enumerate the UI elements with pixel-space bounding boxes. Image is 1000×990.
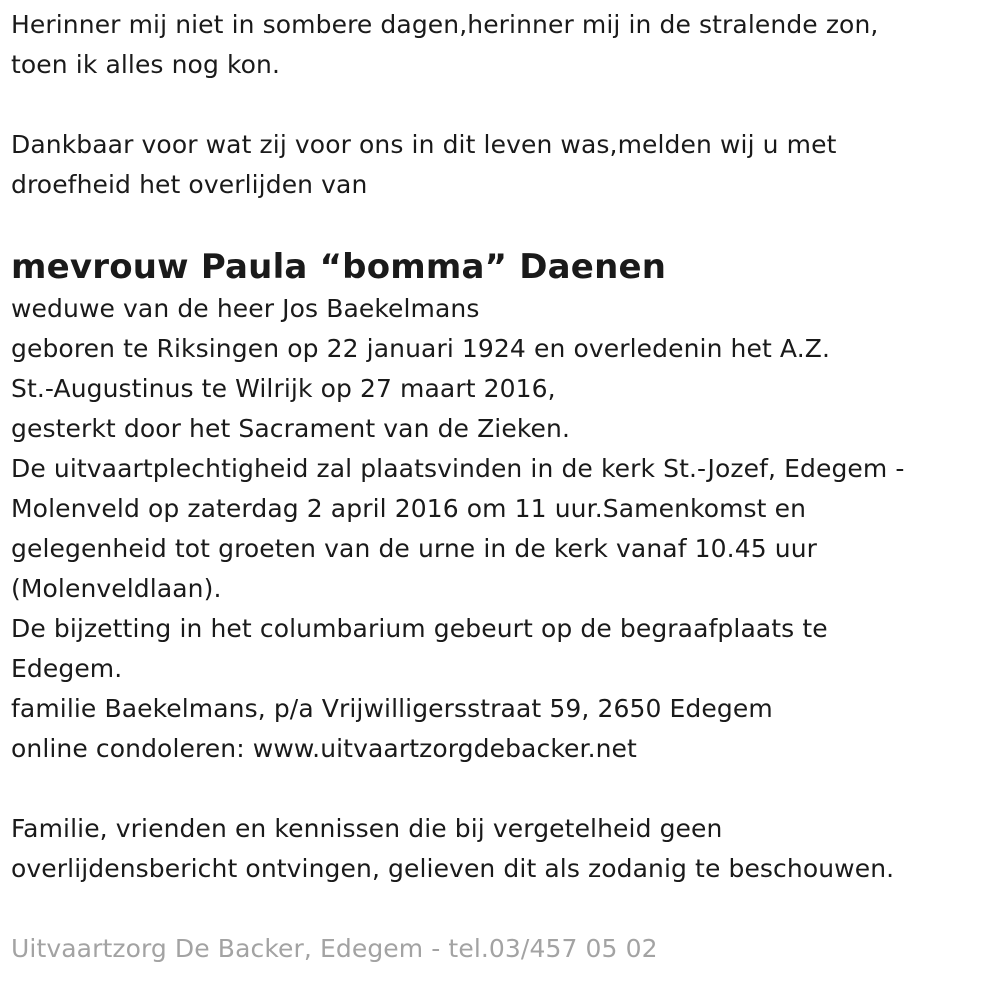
spacer [11, 889, 991, 929]
details-line: geboren te Riksingen op 22 januari 1924 en overledenin het A.Z. [11, 334, 831, 363]
details-line: gesterkt door het Sacrament van de Zieken. [11, 414, 570, 443]
announcement-line: droefheid het overlijden van [11, 170, 368, 199]
condolence-link: online condoleren: www.uitvaartzorgdebacker.net [11, 734, 637, 763]
quote-line: toen ik alles nog kon. [11, 50, 281, 79]
details-line: (Molenveldlaan). [11, 574, 222, 603]
announcement [11, 125, 991, 205]
obituary-notice [11, 5, 991, 969]
closing-note [11, 809, 991, 889]
closing-line: Familie, vrienden en kennissen die bij vergetelheid geen [11, 814, 723, 843]
details-line: St.-Augustinus te Wilrijk op 27 maart 2016, [11, 374, 556, 403]
closing-line: overlijdensbericht ontvingen, gelieven dit als zodanig te beschouwen. [11, 854, 895, 883]
spacer [11, 85, 991, 125]
details-line: weduwe van de heer Jos Baekelmans [11, 294, 480, 323]
details-line: De uitvaartplechtigheid zal plaatsvinden in de kerk St.-Jozef, Edegem - [11, 454, 905, 483]
details-line: familie Baekelmans, p/a Vrijwilligersstraat 59, 2650 Edegem [11, 694, 773, 723]
details-line: gelegenheid tot groeten van de urne in de kerk vanaf 10.45 uur [11, 534, 818, 563]
details-line: De bijzetting in het columbarium gebeurt op de begraafplaats te [11, 614, 828, 643]
opening-quote [11, 5, 991, 85]
funeral-home-footer: Uitvaartzorg De Backer, Edegem - tel.03/457 05 02 [11, 934, 658, 963]
spacer [11, 205, 991, 245]
spacer [11, 769, 991, 809]
details-line: Molenveld op zaterdag 2 april 2016 om 11 uur.Samenkomst en [11, 494, 807, 523]
details [11, 289, 991, 769]
quote-line: Herinner mij niet in sombere dagen,herinner mij in de stralende zon, [11, 10, 879, 39]
deceased-name: mevrouw Paula “bomma” Daenen [11, 247, 667, 287]
announcement-line: Dankbaar voor wat zij voor ons in dit leven was,melden wij u met [11, 130, 837, 159]
details-line: Edegem. [11, 654, 123, 683]
